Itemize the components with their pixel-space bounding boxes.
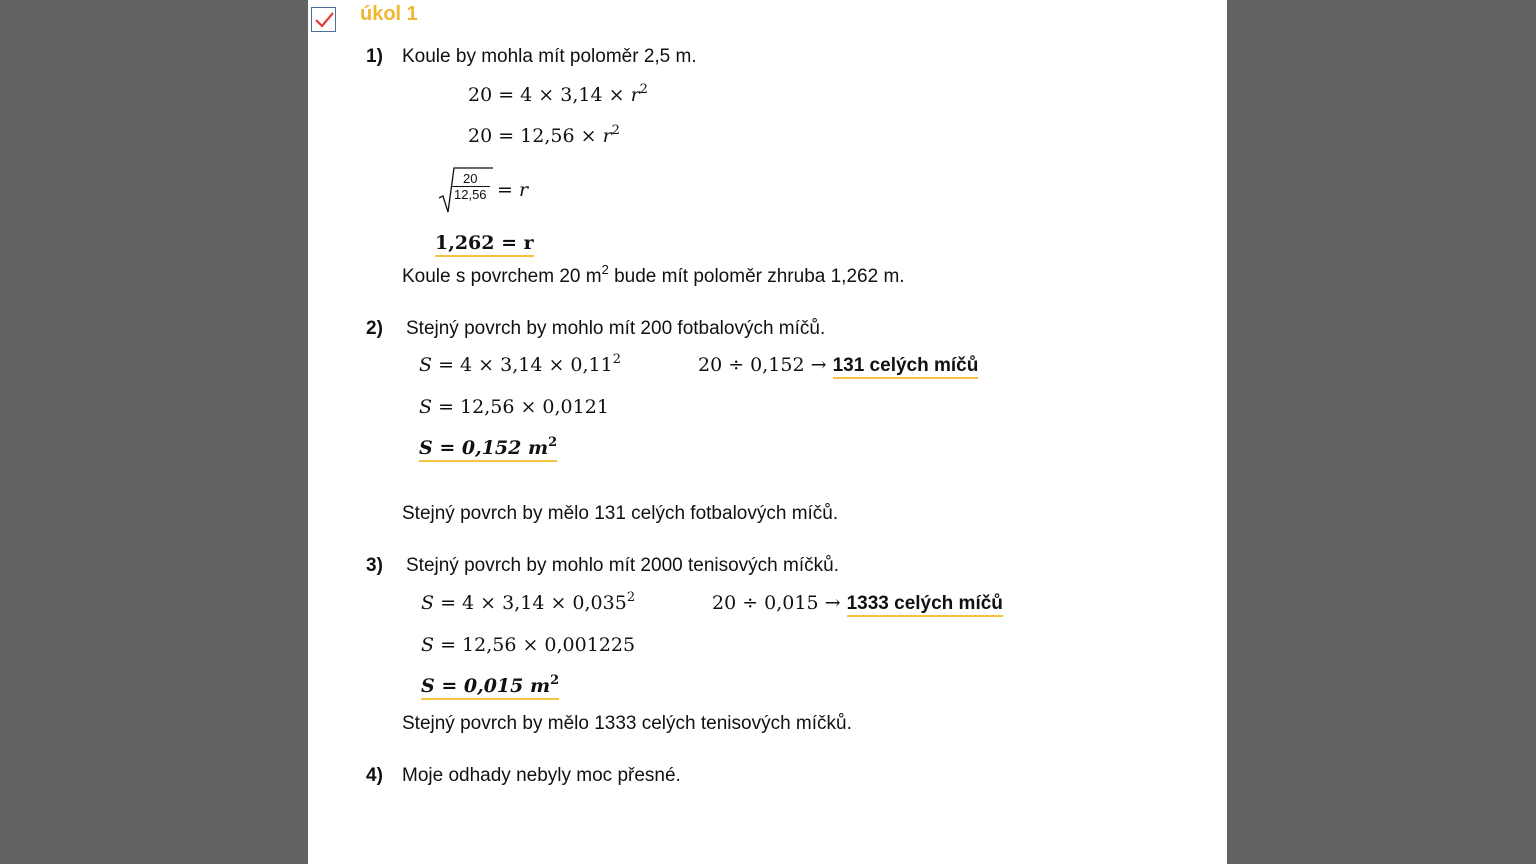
task-2-result	[419, 437, 557, 459]
conclusion-text: bude mít poloměr zhruba 1,262 m.	[608, 266, 905, 287]
result-value: 1,262 = r	[435, 232, 534, 257]
task-1-result	[435, 232, 534, 254]
task-2-equation-2	[419, 396, 609, 418]
task-4-number: 4)	[366, 765, 383, 786]
task-3-result	[421, 675, 559, 697]
equation-text: 20 = 4 × 3,14 ×	[468, 84, 631, 106]
exponent: 2	[548, 435, 558, 450]
division-result: 131 celých míčů	[833, 355, 979, 379]
variable-s: S	[421, 634, 435, 656]
exponent: 2	[612, 352, 622, 367]
exponent: 2	[611, 123, 620, 138]
variable-r: r	[602, 125, 612, 147]
equation-text: = 12,56 × 0,001225	[434, 634, 636, 656]
checkmark-icon	[313, 9, 335, 31]
task-1-number: 1)	[366, 46, 383, 67]
task-2-text: Stejný povrch by mohlo mít 200 fotbalových míčů.	[406, 318, 826, 339]
equation-text: = 4 × 3,14 × 0,11	[432, 354, 613, 376]
task-title: úkol 1	[360, 3, 418, 25]
division-text: 20 ÷ 0,152 →	[698, 354, 833, 376]
task-3-equation-2	[421, 634, 635, 656]
equals-sign: =	[497, 179, 519, 201]
task-3-conclusion: Stejný povrch by mělo 1333 celých tenisových míčků.	[402, 713, 852, 734]
task-1-equation-2	[468, 125, 620, 147]
exponent: 2	[550, 673, 560, 688]
task-1-conclusion	[402, 262, 905, 288]
fraction	[451, 171, 490, 202]
result-value	[421, 675, 559, 700]
result-text: S = 0,015 m	[421, 675, 551, 697]
result-text: S = 0,152 m	[419, 437, 549, 459]
task-1-equation-1	[468, 84, 648, 106]
fraction-denominator: 12,56	[454, 187, 487, 202]
division-result: 1333 celých míčů	[847, 593, 1003, 617]
fraction-numerator: 20	[451, 171, 490, 187]
exponent: 2	[639, 82, 648, 97]
result-value	[419, 437, 557, 462]
division-text: 20 ÷ 0,015 →	[712, 592, 847, 614]
task-2-conclusion: Stejný povrch by mělo 131 celých fotbalových míčů.	[402, 503, 839, 524]
variable-s: S	[419, 396, 433, 418]
variable-s: S	[419, 354, 433, 376]
task-3-equation-1	[421, 592, 635, 614]
variable-r: r	[518, 179, 529, 201]
task-2-equation-1	[419, 354, 621, 376]
equation-text: = 12,56 × 0,0121	[432, 396, 609, 418]
exponent: 2	[626, 590, 636, 605]
variable-s: S	[421, 592, 435, 614]
task-3-text: Stejný povrch by mohlo mít 2000 tenisových míčků.	[406, 555, 839, 576]
task-3-number: 3)	[366, 555, 383, 576]
task-2-division	[698, 354, 978, 377]
conclusion-text: Koule s povrchem 20 m	[402, 266, 602, 287]
equation-text: 20 = 12,56 ×	[468, 125, 603, 147]
task-checkbox[interactable]	[311, 7, 336, 32]
exponent: 2	[601, 262, 609, 277]
task-3-division	[712, 592, 1003, 615]
task-2-number: 2)	[366, 318, 383, 339]
equation-text: = 4 × 3,14 × 0,035	[434, 592, 627, 614]
variable-r: r	[630, 84, 640, 106]
task-4-text: Moje odhady nebyly moc přesné.	[402, 765, 681, 786]
task-1-text: Koule by mohla mít poloměr 2,5 m.	[402, 46, 697, 67]
